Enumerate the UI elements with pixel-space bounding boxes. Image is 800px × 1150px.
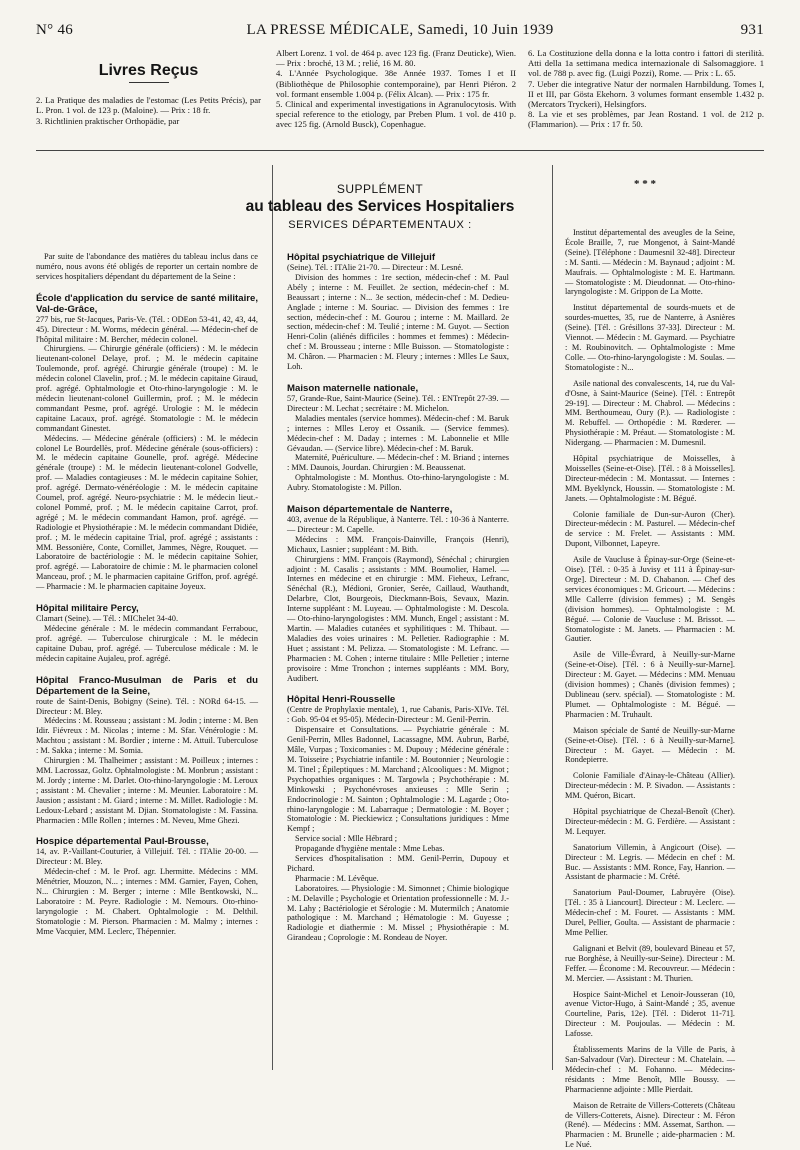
section-title: Hôpital psychiatrique de Villejuif [287, 252, 436, 263]
intro-paragraph: Par suite de l'abondance des matières du tableau inclus dans ce numéro, nous avons été obligés de reporter un certain nombre de services hospitaliers dépendant du département de la Seine : [36, 252, 258, 281]
section-address: 277 bis, rue St-Jacques, Paris-Ve. (Tél. : ODEon 53-41, 42, 43, 44, 45). Directeur : M. Worms, médecin général. — Médecin-chef de l'hôpital militaire : M. Bercher, médecin colonel. [36, 314, 258, 344]
section-paragraph: Médecin-chef : M. le Prof. agr. Lhermitte. Médecins : MM. Ménétrier, Mouzon, N... ; internes : MM. Garnier, Fayen, Cohen, N... Chirurgien : M. Berger ; interne : Mlle Bentkowski, N... Laboratoire : M. Peyre. Radiologie : M. Nemours. Oto-rhino-laryngologie : M. Chabert. Ophtalmologie : M. Delthil. Stomatologie : M. Pierson. Pharmacien : M. Malmy ; internes : Mme Vacquier, MM. Leclerc, Thépennier. [36, 867, 258, 936]
book-entry: 5. Clinical and experimental investigations in Agranulocytosis. With special reference to the etiology, par Preben Plum. 1 vol. de 410 p. avec 125 fig. (Arnold Busck), Copenhague. [276, 99, 516, 130]
supplement-heading [210, 182, 550, 231]
book-entry: Albert Lorenz. 1 vol. de 464 p. avec 123 fig. (Franz Deuticke), Wien. — Prix : broché, 13 M. ; relié, 16 M. 80. [276, 48, 516, 69]
books-received-band [36, 48, 764, 148]
books-heading: Livres Reçus [98, 62, 199, 79]
institution-entry: Asile de Ville-Évrard, à Neuilly-sur-Marne (Seine-et-Oise). [Tél. : 6 à Neuilly-sur-Marne]. Directeur : M. Gayet. — Médecins : MM. Menuau (division hommes) ; Chanès (division femmes) ; Dublineau (serv. spécial). — Stomatologiste : M. Plumet. — Ophtalmologiste : M. Bégué. — Pharmacien : M. Truhault. [565, 650, 735, 719]
institution-entry: Hospice Saint-Michel et Lenoir-Jousseran (10, avenue Victor-Hugo, à Saint-Mandé ; 35, avenue Courteline, Paris, 12e). [Tél. : Diderot 11-71]. Directeur : M. Poujoulas. — Médecin : M. Lafosse. [565, 989, 735, 1039]
section-title: Hôpital militaire Percy, [36, 603, 139, 615]
left-column [36, 252, 258, 937]
page-header [36, 22, 764, 42]
section-paragraph: Chirurgiens. — Chirurgie générale (officiers) : M. le médecin lieutenant-colonel Delaye, prof. ; M. le médecin capitaine Toulemonde, prof. agrégé. Chirurgie générale (troupe) : M. le médecin colonel Clavelin, prof. ; M. le médecin capitaine Giraud, prof. agrégé. Ophtalmologie et Oto-rhino-laryngologie : M. le médecin lieutenant-colonel Guillermin, prof. ; M. le médecin commandant Pesme, prof. agrégé. Urologie : M. le médecin capitaine Lacaux, prof. agrégé. Stomatologie : M. le médecin commandant Ginestet. [36, 344, 258, 433]
books-column-3 [528, 48, 764, 130]
book-entry: 3. Richtlinien praktischer Orthopädie, par [36, 115, 180, 126]
institution-entry: Hôpital psychiatrique de Chezal-Benoît (Cher). Directeur-médecin : M. G. Ferdière. — Assistant : M. Lequyer. [565, 807, 735, 836]
section-paragraph: Propagande d'hygiène mentale : Mme Lebas. [295, 844, 445, 854]
book-entry: 4. L'Année Psychologique. 38e Année 1937. Tomes I et II (Bibliothèque de Philosophie contemporaine), par Henri Piéron. 2 vol. formant ensemble 1.004 p. (Félix Alcan). — Prix : 175 fr. [276, 68, 516, 99]
institution-entry: Sanatorium Paul-Doumer, Labruyère (Oise). [Tél. : 35 à Liancourt]. Directeur : M. Leclerc. — Médecin-chef : M. Fouret. — Assistants : MM. Durel, Pellier, Goulta. — Assistant de pharmacie : Mme Pellier. [565, 888, 735, 937]
institution-entry: Établissements Marins de la Ville de Paris, à San-Salvadour (Var). Directeur : M. Chatelain. — Médecin-chef : M. Fohanno. — Médecins-résidants : Mme Benoît, Mlle Boussy. — Pharmacienne adjointe : Mlle Pierdait. [565, 1045, 735, 1094]
section-paragraph: Ophtalmologiste : M. Monthus. Oto-rhino-laryngologiste : M. Aubry. Stomatologiste : M. Pillon. [287, 473, 509, 493]
supplement-subtitle: SERVICES DÉPARTEMENTAUX : [288, 219, 472, 231]
section-address: 14, av. P.-Vaillant-Couturier, à Villejuif. Tél. : ITAlie 20-00. — Directeur : M. Bley. [36, 847, 258, 867]
section-address: Clamart (Seine). — Tél. : MIChelet 34-40. [36, 614, 179, 624]
institution-entry: Galignani et Belvit (89, boulevard Bineau et 57, rue Borghèse, à Neuilly-sur-Seine). Directeur : M. Feffer. — Économe : M. Recouvreur. — Médecin : M. Mercier. — Assistant : M. Thurien. [565, 943, 735, 983]
institution-entry: Maison spéciale de Santé de Neuilly-sur-Marne (Seine-et-Oise). [Tél. : 6 à Neuilly-sur-Marne]. Directeur : M. Gayet. — Médecin : M. Rondepierre. [565, 725, 735, 765]
section-paragraph: Laboratoires. — Physiologie : M. Simonnet ; Chimie biologique : M. Delaville ; Psychologie et Orientation professionnelle : M. J.-M. Lahy ; Bactériologie et Sérologie : M. Mutermilch ; Anatomie pathologique : M. Marchand ; Hématologie : M. Guyesse ; Radiologie et diathermie : M. Missel ; Physiothérapie : M. Girandeau ; Coprologie : M. Rondeau de Noyer. [287, 883, 509, 943]
books-column-2 [276, 48, 516, 130]
book-entry: 8. La vie et ses problèmes, par Jean Rostand. 1 vol. de 212 p. (Flammarion). — Prix : 17 fr. 50. [528, 109, 764, 130]
issue-number: N° 46 [36, 22, 74, 38]
section-address: route de Saint-Denis, Bobigny (Seine). Tél. : NORd 64-15. — Directeur : M. Bley. [36, 696, 258, 716]
institution-entry: Institut départemental des aveugles de la Seine, École Braille, 7, rue Mongenot, à Saint-Mandé (Seine). [Téléphone : Daumesnil 32-48]. Directeur : M. Santi. — Médecin : M. Baynaud ; adjoint : M. Maufrais. — Ophtalmologiste : M. E. Hartmann. — Stomatologiste : M. Dieudonnat. — Oto-rhino-laryngologiste : M. Grippon de La Motte. [565, 228, 735, 297]
section-paragraph: Médecins : MM. François-Dainville, François (Henri), Michaux, Lasnier ; suppléant : M. Bith. [287, 534, 509, 554]
section-paragraph: Division des hommes : 1re section, médecin-chef : M. Paul Abély ; interne : M. Feuillet. 2e section, médecin-chef : M. Beaussart ; interne : N... 3e section, médecin-chef : M. Dedieu-Anglade ; interne : M. Souriac. — Division des femmes : 1re section, médecin-chef : M. Gourou ; interne : M. Maillard. 2e section, médecin-chef : M. Teulié ; interne : M. Guyot. — Section Henri-Colin (aliénés difficiles : hommes et femmes) : Médecin-chef : M. Brousseau ; interne : Mlle Buisson. — Stomatologiste : M. Châron. — Pharmacien : M. Fleury ; internes : Mlles Le Saux, Loh. [287, 272, 509, 372]
section-paragraph: Médecins. — Médecine générale (officiers) : M. le médecin colonel Le Bourdellès, prof. Médecine générale (sous-officiers) : M. le médecin capitaine Gounelle, prof. agrégé. Médecine générale (troupe) : M. le médecin lieutenant-colonel Godvelle, prof. — Maladies contagieuses : M. le médecin capitaine Sohier, prof. agrégé. Dermato-vénéréologie : M. le médecin capitaine Coumel, prof. agrégé. Neuro-psychiatrie : M. le médecin lieut.-colonel Pommé, prof. ; M. le médecin capitaine Carrot, prof. agrégé ; M. le médecin commandant Hamon, prof. agrégé. — Radiologie et Physiothérapie : M. le médecin commandant Didiée, prof. ; M. le médecin capitaine Trial, prof. agrégé ; assistants : MM. Bessonière, Conte, Cornillet, Jammes, Nègre, Rouquet. — Laboratoire de bactériologie : M. le médecin capitaine Sohier, prof. agrégé. — Laboratoire de chimie : M. le pharmacien colonel Manceau, prof. ; M. le pharmacien capitaine Griffon, prof. agrégé. — Pharmacie : M. le pharmacien capitaine Joyeux. [36, 433, 258, 592]
section-title: Hôpital Henri-Rousselle [287, 694, 396, 706]
institution-entry: Institut départemental de sourds-muets et de sourdes-muettes, 35, rue de Nanterre, à Asnières (Seine). [Tél. : Grésillons 37-33]. Directeur : M. Viennot. — Médecin : M. Gaymard. — Psychiatre : M. Roubinovitch. — Ophtalmologiste : Mme Colle. — Oto-rhino-laryngologiste : M. Soulas. — Stomatologiste : N... [565, 303, 735, 372]
section-address: (Centre de Prophylaxie mentale), 1, rue Cabanis, Paris-XIVe. Tél. : Gob. 95-04 et 95-05). Médecin-Directeur : M. Genil-Perrin. [287, 705, 509, 725]
book-entry: 2. La Pratique des maladies de l'estomac (Les Petits Précis), par L. Pron. 1 vol. de 123 p. (Maloine). — Prix : 18 fr. [36, 95, 261, 116]
section-title: Maison maternelle nationale, [287, 382, 419, 394]
asterism: * * * [634, 178, 656, 190]
section-address: 57, Grande-Rue, Saint-Maurice (Seine). Tél. : ENTrepôt 27-39. — Directeur : M. Lechat ; secrétaire : M. Michelon. [287, 393, 509, 413]
section-paragraph: Maladies mentales (service hommes). Médecin-chef : M. Baruk ; internes : Mlles Leroy et Ossanik. — (Service femmes). Médecin-chef : M. Daday ; internes : M. Labonnelie et Mlle Gévaudan. — (Service libre). Médecin-chef : M. Baruk. [287, 413, 509, 453]
section-paragraph: Médecins : M. Rousseau ; assistant : M. Jodin ; interne : M. Ben Idir. Fiévreux : M. Nicolas ; interne : M. Sfar. Vénérologie : M. Machtou ; assistant : M. Bordier ; interne : M. Attuil. Tuberculose : M. Sakka ; interne : M. Somia. [36, 716, 258, 756]
section-paragraph: Chirurgiens : MM. François (Raymond), Sénéchal ; chirurgien adjoint : M. Casalis ; assistants : MM. Boumolier, Hamel. — Internes en médecine et en chirurgie : MM. Fieheux, Lefranc, Sénéchal (R.), Médioni, Gronier, Serée, Caillaud, Wauthandt, Delarbre, Clot, Bourgeois, Dieckmann-Bois, Sevaux, Mazin. Interne suppléant : M. Luyeau. — Ophtalmologiste : M. Descola. — Oto-rhino-laryngologistes : MM. Munch, Engel ; assistant : M. Martin. — Maladies cutanées et syphilitiques : M. Thibaut. — Maladies des voies urinaires : M. Pelletier. Radiographie : M. Huet ; assistant : M. Pelizza. — Stomatologiste : M. Lefranc. — Pharmacien : M. Cohen ; interne titulaire : Mlle Pelletier ; interne provisoire : Mme Tronchon ; internes suppléants : MM. Bory, Audibert. [287, 554, 509, 683]
institution-entry: Sanatorium Villemin, à Angicourt (Oise). — Directeur : M. Legris. — Médecin en chef : M. Buc. — Assistants : MM. Ronce, Fay, Hanrion. — Assistant de pharmacie : M. Crété. [565, 842, 735, 882]
section-paragraph: Services d'hospitalisation : MM. Genil-Perrin, Dupouy et Pichard. [287, 854, 509, 873]
column-rule [272, 165, 273, 1070]
section-paragraph: Service social : Mlle Hébrard ; [295, 834, 398, 844]
institution-entry: Hôpital psychiatrique de Moisselles, à Moisselles (Seine-et-Oise). [Tél. : 8 à Moisselles]. Directeur-médecin : M. Montassut. — Internes : MM. Byeklynck, Houssin. — Stomatologiste : M. Janets. — Ophtalmologiste : M. Bégué. [565, 454, 735, 503]
institution-entry: Colonie Familiale d'Ainay-le-Château (Allier). Directeur-médecin : M. P. Sivadon. — Assistants : MM. Quéron, Bicart. [565, 771, 735, 801]
institution-entry: Asile national des convalescents, 14, rue du Val-d'Osne, à Saint-Maurice (Seine). [Tél. : Entrepôt 29-19]. — Directeur : M. Chabrol. — Médecins : MM. Berthoumeau, Oury (P.). — Radiologiste : M. Rebuffel. — Orthopédie : M. Rœderer. — Physiothérapie : M. Préaut. — Stomatologiste : M. Nidergang. — Pharmacien : M. Dumesnil. [565, 378, 735, 448]
institution-entry: Colonie familiale de Dun-sur-Auron (Cher). Directeur-médecin : M. Pasturel. — Médecin-chef de service : M. Frelet. — Assistants : MM. Dupont, Vilbonnet, Lapeyre. [565, 509, 735, 549]
book-entry: 7. Ueber die integrative Natur der normalen Harnbildung. Tomes I, II et III, par Gösta Ekehorn. 3 volumes formant ensemble 1.432 p. (Mercators Tryckeri), Helsingfors. [528, 78, 764, 110]
heading-rule [129, 82, 169, 83]
section-title: École d'application du service de santé militaire, Val-de-Grâce, [36, 292, 258, 315]
page-number: 931 [740, 22, 764, 38]
books-column-1 [36, 48, 261, 126]
institution-entry: Maison de Retraite de Villers-Cotterets (Château de Villers-Cotterets, Aisne). Directeur : M. Féron (René). — Médecins : MM. Assemat, Sarthon. — Pharmacien : M. Brunelle ; aide-pharmacien : M. Le Nué. [565, 1100, 735, 1150]
section-address: 403, avenue de la République, à Nanterre. Tél. : 10-36 à Nanterre. — Directeur : M. Capelle. [287, 515, 509, 534]
section-title: Maison départementale de Nanterre, [287, 504, 453, 516]
section-title: Hôpital Franco-Musulman de Paris et du Département de la Seine, [36, 674, 258, 697]
journal-title: LA PRESSE MÉDICALE, Samedi, 10 Juin 1939 [246, 22, 554, 38]
middle-column [287, 252, 509, 943]
section-paragraph: Dispensaire et Consultations. — Psychiatrie générale : M. Genil-Perrin, Mlles Badonnel, Lacassagne, MM. Aubrun, Barbé, Mâle, Vurpas ; Toxicomanies : M. Dupouy ; Médecine générale : M. Toisseire ; Psychiatrie infantile : M. Boutonnier ; Neurologie : M. Tinel ; Épileptiques : M. Marchand ; Alcooliques : M. Mignot ; Psychopathies organiques : M. Targowla ; Psychothérapie : M. Minkowski ; Psychonévroses anxieuses : Mlle Serin ; Endocrinologie : M. Sainton ; Ophtalmologie : M. Lagarde ; Oto-rhino-laryngologie : M. Labarraque ; Dermatologie : M. Boyer ; Stomatologie : M. Pieckiewicz ; Consultations juridiques : Mme Kempf ; [287, 725, 509, 834]
column-rule [552, 165, 553, 1070]
supplement-kicker: SUPPLÉMENT [336, 182, 424, 196]
supplement-title: au tableau des Services Hospitaliers [245, 198, 515, 215]
section-paragraph: Chirurgien : M. Thalheimer ; assistant : M. Poilleux ; internes : MM. Lacrossaz, Goltz. Ophtalmologiste : M. Monbrun ; assistant : M. Jordy ; interne : M. Darlet. Oto-rhino-laryngologie : M. Leroux ; assistant : M. Chevalier ; interne : M. Meunier. Laboratoire : M. Jausion ; assistant : M. Giard ; interne : M. Millet. Radiologie : M. Ledoux-Lebard ; assistant M. Djian. Stomatologiste : M. Fassina. Pharmacien : Mlle Rollen ; internes : M. Neveu, Mme Ghezi. [36, 756, 258, 825]
section-paragraph: Médecine générale : M. le médecin commandant Ferrabouc, prof. agrégé. — Tuberculose chirurgicale : M. le médecin capitaine Dubau, prof. agrégé. — Tuberculose médicale : M. le médecin capitaine Aujaleu, prof. agrégé. [36, 624, 258, 663]
right-column [565, 228, 735, 1150]
section-paragraph: Pharmacie : M. Lévêque. [295, 873, 379, 883]
section-title: Hospice départemental Paul-Brousse, [36, 836, 209, 848]
book-entry: 6. La Costituzione della donna e la lotta contro i fattori di sterilità. Atti della 1a settimana medica internazionale di Salsomaggiore. 1 vol. de 788 p. avec fig. (Luigi Pozzi), Rome. — Prix : L. 65. [528, 48, 764, 79]
institution-entry: Asile de Vaucluse à Épinay-sur-Orge (Seine-et-Oise). [Tél. : 0-35 à Juvisy et 111 à Épinay-sur-Orge]. Directeur : M. D. Chabanon. — Chef des services économiques : M. Gricourt. — Médecins : Mlle Callerre (division femmes) ; M. Sengès (division hommes). — Ophtalmologiste : M. Bégué. — Colonie de Vaucluse : M. Brissot. — Stomatologiste : M. Janets. — Pharmacien : M. Gautier. [565, 555, 735, 644]
section-paragraph: Maternité, Puériculture. — Médecin-chef : M. Briand ; internes : MM. Daunois, Jourdan. Chirurgien : M. Beaussenat. [287, 453, 509, 473]
section-divider [36, 150, 764, 151]
section-address: (Seine). Tél. : ITAlie 21-70. — Directeur : M. Lesné. [287, 263, 464, 272]
